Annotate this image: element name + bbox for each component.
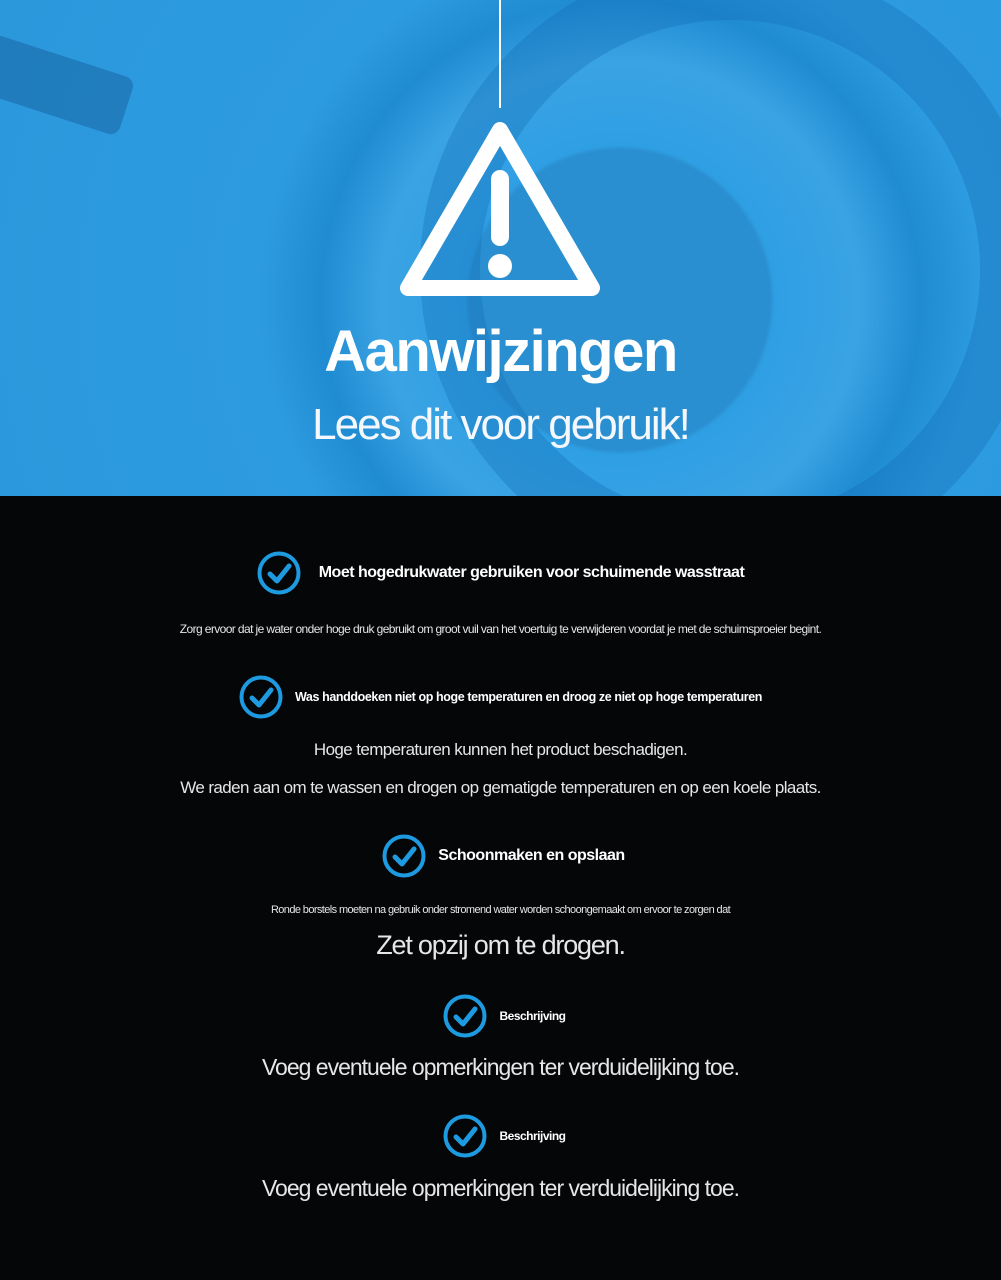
- instruction-text: Voeg eventuele opmerkingen ter verduidelijking toe.: [261, 1054, 740, 1080]
- hero-banner: [0, 0, 1001, 496]
- heading-text: Beschrijving: [499, 1009, 566, 1023]
- instruction-text: Hoge temperaturen kunnen het product beschadigen.: [313, 740, 688, 759]
- warning-icon: [398, 120, 602, 304]
- heading-text: Schoonmaken en opslaan: [438, 847, 625, 864]
- page-title: Aanwijzingen: [324, 319, 677, 384]
- instruction-heading: [0, 994, 1001, 1038]
- check-circle-icon: [382, 834, 426, 878]
- instruction-heading: [0, 675, 1001, 719]
- instruction-text: We raden aan om te wassen en drogen op gematigde temperaturen en op een koele plaats.: [180, 778, 821, 797]
- instruction-text: Zorg ervoor dat je water onder hoge druk gebruikt om groot vuil van het voertuig te verwijderen voordat je met de schuimsproeier begint.: [179, 622, 822, 636]
- check-circle-icon: [443, 1114, 487, 1158]
- check-circle-icon: [257, 551, 301, 595]
- page-subtitle: Lees dit voor gebruik!: [312, 400, 689, 449]
- heading-text: Moet hogedrukwater gebruiken voor schuimende wasstraat: [318, 564, 745, 581]
- hanging-line: [499, 0, 501, 108]
- heading-text: Was handdoeken niet op hoge temperaturen en droog ze niet op hoge temperaturen: [295, 690, 762, 704]
- instruction-heading: [0, 551, 1001, 595]
- instruction-text: Voeg eventuele opmerkingen ter verduidelijking toe.: [261, 1175, 740, 1201]
- instruction-heading: [0, 834, 1001, 878]
- instruction-text: Ronde borstels moeten na gebruik onder stromend water worden schoongemaakt om ervoor te zorgen dat: [270, 904, 731, 916]
- instruction-heading: [0, 1114, 1001, 1158]
- instruction-text: Zet opzij om te drogen.: [376, 930, 625, 960]
- hose-background: [0, 33, 136, 136]
- heading-text: Beschrijving: [499, 1129, 566, 1143]
- check-circle-icon: [443, 994, 487, 1038]
- check-circle-icon: [239, 675, 283, 719]
